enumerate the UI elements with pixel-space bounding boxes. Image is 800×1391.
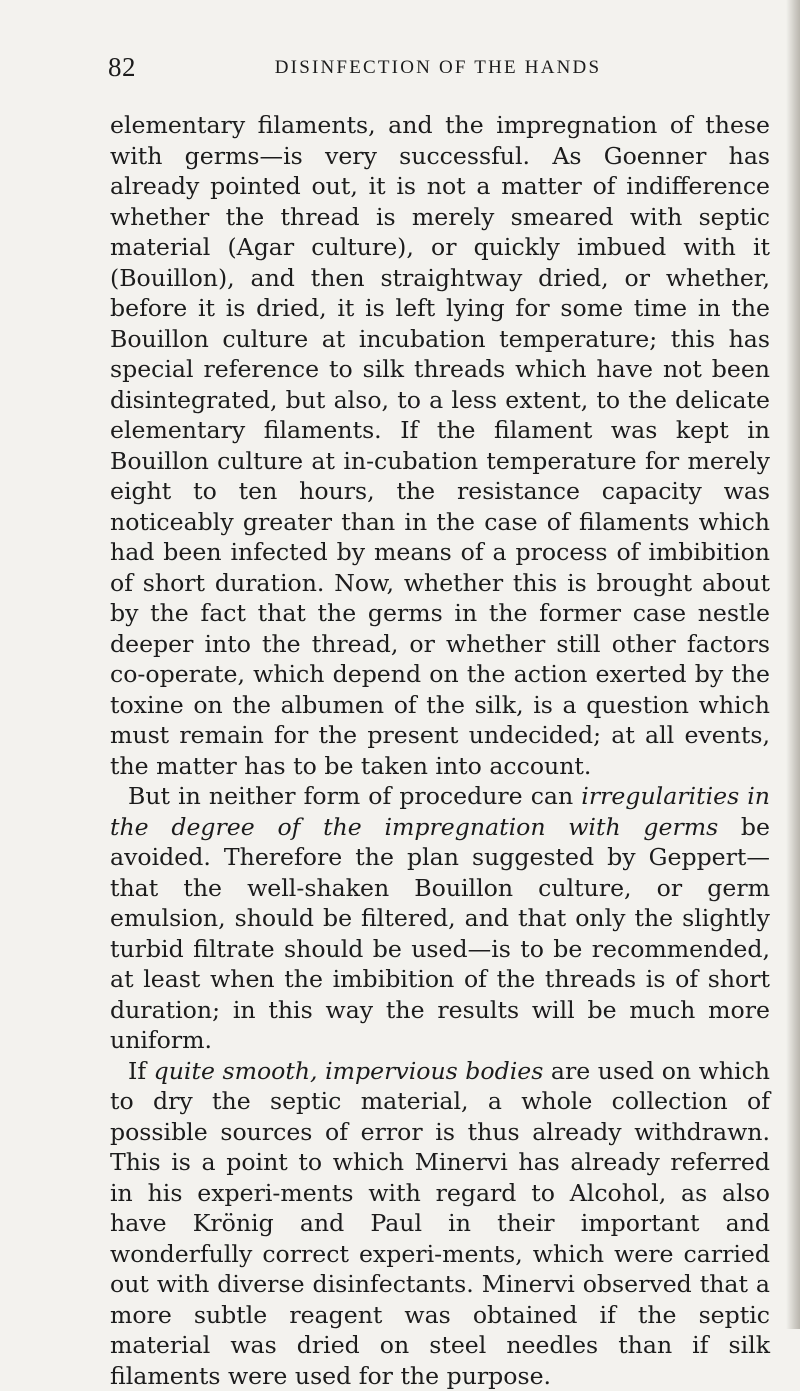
body-text: [110, 110, 770, 1391]
paragraph-3-emphasis: quite smooth, impervious bodies: [154, 1057, 544, 1085]
page-header: [108, 48, 768, 88]
paragraph-2-text-end: be avoided. Therefore the plan suggested by Geppert—that the well-shaken Bouillon culture, or germ emulsion, should be filtered, and that only the slightly turbid filtrate should be used—is to be recommended, at least when the imbibition of the threads is of short duration; in this way the results will be much more uniform.: [110, 813, 770, 1055]
paragraph-3: [110, 1056, 770, 1391]
paragraph-3-text-start: If: [128, 1057, 154, 1085]
paragraph-2: [110, 781, 770, 1056]
paragraph-2-text-start: But in neither form of procedure can: [128, 782, 581, 810]
paragraph-2-emphasis: irregularities in the degree of the impregnation with germs: [110, 782, 770, 841]
paragraph-3-text-end: are used on which to dry the septic material, a whole collection of possible sources of error is thus already withdrawn. This is a point to which Minervi has already referred in his experi-ments with regard to Alcohol, as also have Krönig and Paul in their important and wonderfully correct experi-ments, which were carried out with diverse disinfectants. Minervi observed that a more subtle reagent was obtained if the septic material was dried on steel needles than if silk filaments were used for the purpose.: [110, 1057, 770, 1390]
page-edge-shadow: [786, 0, 800, 1329]
paragraph-1-text: elementary filaments, and the impregnation of these with germs—is very successful. As Goenner has already pointed out, it is not a matter of indifference whether the thread is merely smeared with septic material (Agar culture), or quickly imbued with it (Bouillon), and then straightway dried, or whether, before it is dried, it is left lying for some time in the Bouillon culture at incubation temperature; this has special reference to silk threads which have not been disintegrated, but also, to a less extent, to the delicate elementary filaments. If the filament was kept in Bouillon culture at in-cubation temperature for merely eight to ten hours, the resistance capacity was noticeably greater than in the case of filaments which had been infected by means of a process of imbibition of short duration. Now, whether this is brought about by the fact that the germs in the former case nestle deeper into the thread, or whether still other factors co-operate, which depend on the action exerted by the toxine on the albumen of the silk, is a question which must remain for the present undecided; at all events, the matter has to be taken into account.: [110, 111, 770, 780]
paragraph-1: [110, 110, 770, 781]
page-number: 82: [108, 52, 136, 83]
running-title: DISINFECTION OF THE HANDS: [108, 57, 768, 79]
